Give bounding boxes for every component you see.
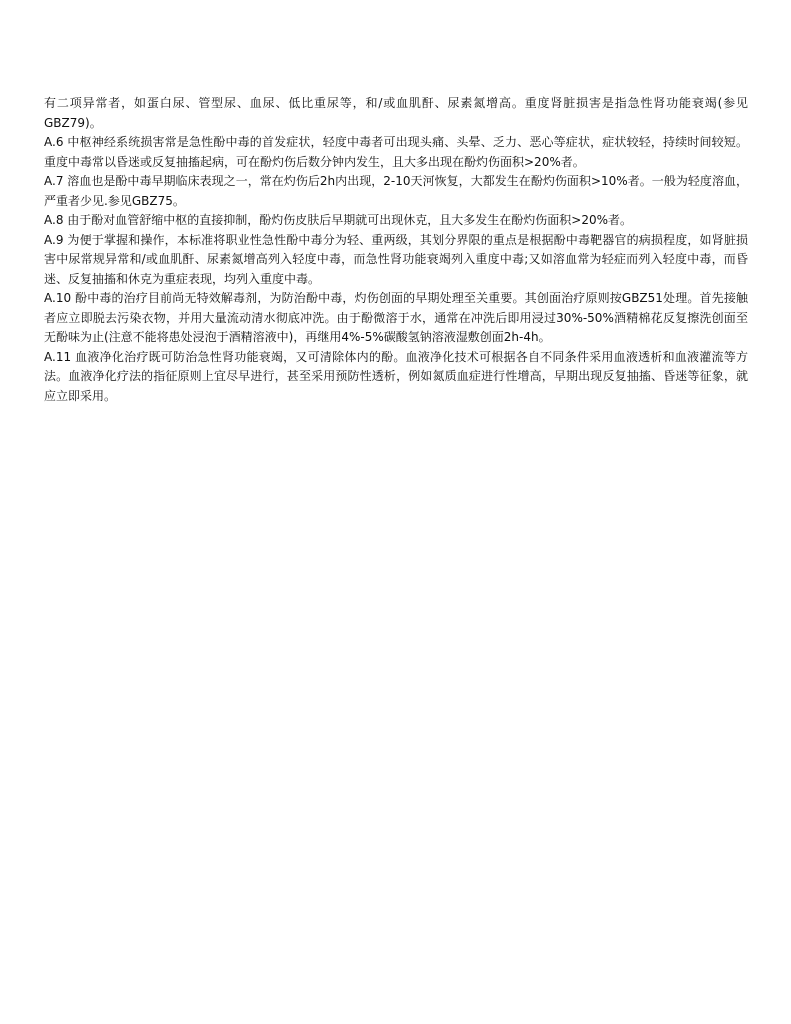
document-page bbox=[44, 94, 748, 406]
paragraph-a9: A.9 为便于掌握和操作，本标准将职业性急性酚中毒分为轻、重两级，其划分界限的重点是根据酚中毒靶器官的病损程度，如肾脏损害中尿常规异常和/或血肌酐、尿素氮增高列入轻度中毒，而急性肾功能衰竭列入重度中毒;又如溶血常为轻症而列入轻度中毒，而昏迷、反复抽搐和休克为重症表现，均列入重度中毒。 bbox=[44, 232, 748, 286]
paragraph-a7: A.7 溶血也是酚中毒早期临床表现之一，常在灼伤后2h内出现，2-10天河恢复，大都发生在酚灼伤面积>10%者。一般为轻度溶血，严重者少见.参见GBZ75。 bbox=[44, 174, 748, 208]
paragraph-a11: A.11 血液净化治疗既可防治急性肾功能衰竭，又可清除体内的酚。血液净化技术可根据各自不同条件采用血液透析和血液灌流等方法。血液净化疗法的指征原则上宜尽早进行，甚至采用预防性透析，例如氮质血症进行性增高，早期出现反复抽搐、昏迷等征象，就应立即采用。 bbox=[44, 349, 748, 403]
paragraph-a8: A.8 由于酚对血管舒缩中枢的直接抑制，酚灼伤皮肤后早期就可出现休克，且大多发生在酚灼伤面积>20%者。 bbox=[44, 213, 632, 227]
paragraph-continuation: 有二项异常者，如蛋白尿、管型尿、血尿、低比重尿等，和/或血肌酐、尿素氮增高。重度肾脏损害是指急性肾功能衰竭(参见GBZ79)。 bbox=[44, 96, 748, 130]
paragraph-a10: A.10 酚中毒的治疗目前尚无特效解毒剂，为防治酚中毒，灼伤创面的早期处理至关重要。其创面治疗原则按GBZ51处理。首先接触者应立即脱去污染衣物，并用大量流动清水彻底冲洗。由于酚微溶于水，通常在冲洗后即用浸过30%-50%酒精棉花反复擦洗创面至无酚味为止(注意不能将患处浸泡于酒精溶液中)，再继用4%-5%碳酸氢钠溶液湿敷创面2h-4h。 bbox=[44, 291, 748, 344]
paragraph-a6: A.6 中枢神经系统损害常是急性酚中毒的首发症状，轻度中毒者可出现头痛、头晕、乏力、恶心等症状，症状较轻，持续时间较短。重度中毒常以昏迷或反复抽搐起病，可在酚灼伤后数分钟内发生，且大多出现在酚灼伤面积>20%者。 bbox=[44, 135, 748, 169]
